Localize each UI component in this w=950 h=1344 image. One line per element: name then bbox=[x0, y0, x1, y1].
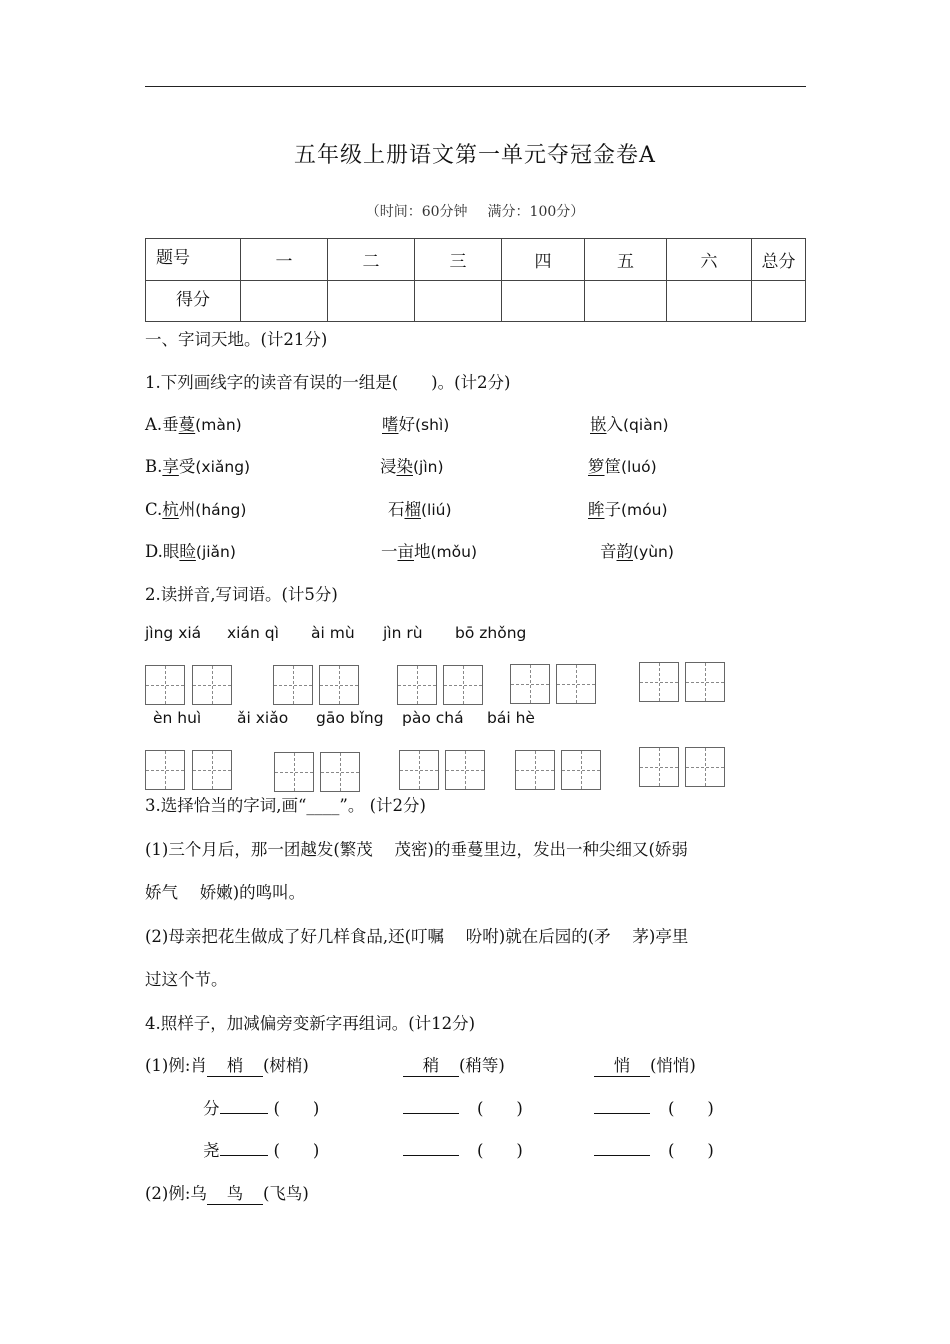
col-total: 总分 bbox=[752, 239, 806, 281]
q4-example-1: (1)例:肖 梢 (树梢) bbox=[145, 1056, 309, 1075]
writing-box[interactable] bbox=[515, 750, 555, 790]
q2-prompt: 2.读拼音,写词语。(计5分) bbox=[145, 585, 338, 604]
q3-prompt: 3.选择恰当的字词,画“____”。 (计2分) bbox=[145, 796, 426, 815]
score-label: 得分 bbox=[146, 281, 241, 322]
pinyin-label: bō zhǒng bbox=[455, 624, 527, 642]
writing-box[interactable] bbox=[445, 750, 485, 790]
q4-example-2: (2)例:乌 鸟 (飞鸟) bbox=[145, 1184, 309, 1203]
score-cell[interactable] bbox=[415, 281, 502, 322]
pinyin-label: jìng xiá bbox=[145, 624, 202, 642]
q1-prompt: 1.下列画线字的读音有误的一组是( )。(计2分) bbox=[145, 373, 511, 392]
exam-time: （时间：60分钟 bbox=[365, 204, 468, 220]
score-cell[interactable] bbox=[502, 281, 585, 322]
score-cell[interactable] bbox=[752, 281, 806, 322]
q4-prompt: 4.照样子，加减偏旁变新字再组词。(计12分) bbox=[145, 1014, 476, 1033]
option-a-word-3: 嵌入(qiàn) bbox=[590, 415, 669, 434]
pinyin-label: pào chá bbox=[402, 709, 464, 727]
writing-box[interactable] bbox=[639, 662, 679, 702]
q4-row-yao-b: ( ) bbox=[403, 1137, 523, 1161]
exam-info bbox=[0, 201, 950, 221]
score-table-header-row bbox=[146, 239, 806, 281]
col-4: 四 bbox=[502, 239, 585, 281]
exam-full-score: 满分：100分） bbox=[487, 204, 585, 220]
writing-box[interactable] bbox=[145, 750, 185, 790]
col-5: 五 bbox=[585, 239, 667, 281]
example-answer: 梢 bbox=[207, 1057, 263, 1077]
answer-blank[interactable] bbox=[403, 1154, 459, 1156]
option-d-word-3: 音韵(yùn) bbox=[600, 542, 674, 561]
score-cell[interactable] bbox=[667, 281, 752, 322]
page-title: 五年级上册语文第一单元夺冠金卷A bbox=[294, 143, 656, 168]
writing-box[interactable] bbox=[274, 752, 314, 792]
answer-blank[interactable] bbox=[403, 1112, 459, 1114]
answer-blank[interactable] bbox=[220, 1154, 268, 1156]
writing-box[interactable] bbox=[685, 662, 725, 702]
option-a-word-2: 嗜好(shì) bbox=[382, 415, 450, 434]
q4-row-fen-c: ( ) bbox=[594, 1095, 714, 1119]
pinyin-label: jìn rù bbox=[383, 624, 423, 642]
writing-box[interactable] bbox=[399, 750, 439, 790]
col-2: 二 bbox=[328, 239, 415, 281]
writing-box[interactable] bbox=[192, 665, 232, 705]
writing-box[interactable] bbox=[397, 665, 437, 705]
writing-box[interactable] bbox=[192, 750, 232, 790]
writing-box[interactable] bbox=[685, 747, 725, 787]
writing-box[interactable] bbox=[556, 664, 596, 704]
section-heading: 一、字词天地。(计21分) bbox=[145, 330, 328, 349]
writing-box[interactable] bbox=[443, 665, 483, 705]
col-3: 三 bbox=[415, 239, 502, 281]
example-answer: 鸟 bbox=[207, 1185, 263, 1205]
writing-box[interactable] bbox=[273, 665, 313, 705]
score-table bbox=[145, 238, 806, 322]
header-label: 题号 bbox=[146, 239, 241, 281]
q3-part2-line2: 过这个节。 bbox=[145, 970, 228, 989]
pinyin-label: bái hè bbox=[487, 709, 535, 727]
pinyin-label: gāo bǐng bbox=[316, 709, 384, 727]
q3-part1-line1: (1)三个月后，那一团越发(繁茂 茂密)的垂蔓里边，发出一种尖细又(娇弱 bbox=[145, 840, 688, 859]
q4-row-yao-c: ( ) bbox=[594, 1137, 714, 1161]
pinyin-label: ài mù bbox=[311, 624, 355, 642]
example-answer: 稍 bbox=[403, 1057, 459, 1077]
option-c-word-3: 眸子(móu) bbox=[588, 500, 668, 519]
option-b-word-3: 箩筐(luó) bbox=[588, 457, 657, 476]
option-d: D.眼睑(jiǎn) bbox=[145, 542, 236, 561]
q4-example-1b: 稍 (稍等) bbox=[403, 1052, 505, 1077]
answer-blank[interactable] bbox=[594, 1112, 650, 1114]
writing-box[interactable] bbox=[639, 747, 679, 787]
q3-part2-line1: (2)母亲把花生做成了好几样食品,还(叮嘱 吩咐)就在后园的(矛 茅)亭里 bbox=[145, 927, 689, 946]
answer-blank[interactable] bbox=[220, 1112, 268, 1114]
score-table-score-row bbox=[146, 281, 806, 322]
q4-example-1c: 悄 (悄悄) bbox=[594, 1052, 696, 1077]
option-c: C.杭州(háng) bbox=[145, 500, 247, 519]
example-answer: 悄 bbox=[594, 1057, 650, 1077]
writing-box[interactable] bbox=[561, 750, 601, 790]
col-1: 一 bbox=[241, 239, 328, 281]
q4-row-fen-b: ( ) bbox=[403, 1095, 523, 1119]
col-6: 六 bbox=[667, 239, 752, 281]
pinyin-label: xián qì bbox=[227, 624, 279, 642]
q4-row-yao: 尧 ( ) bbox=[203, 1141, 320, 1160]
option-b: B.享受(xiǎng) bbox=[145, 457, 251, 476]
pinyin-label: ǎi xiǎo bbox=[237, 709, 289, 727]
score-cell[interactable] bbox=[585, 281, 667, 322]
score-cell[interactable] bbox=[241, 281, 328, 322]
pinyin-label: èn huì bbox=[153, 709, 202, 727]
writing-box[interactable] bbox=[319, 665, 359, 705]
top-rule bbox=[145, 86, 806, 87]
writing-box[interactable] bbox=[320, 752, 360, 792]
q4-row-fen: 分 ( ) bbox=[203, 1099, 320, 1118]
answer-blank[interactable] bbox=[594, 1154, 650, 1156]
writing-box[interactable] bbox=[145, 665, 185, 705]
option-d-word-2: 一亩地(mǒu) bbox=[381, 542, 477, 561]
score-cell[interactable] bbox=[328, 281, 415, 322]
option-b-word-2: 浸染(jìn) bbox=[380, 457, 444, 476]
option-c-word-2: 石榴(liú) bbox=[388, 500, 452, 519]
q3-part1-line2: 娇气 娇嫩)的鸣叫。 bbox=[145, 883, 306, 902]
writing-box[interactable] bbox=[510, 664, 550, 704]
option-a: A.垂蔓(màn) bbox=[145, 415, 242, 434]
